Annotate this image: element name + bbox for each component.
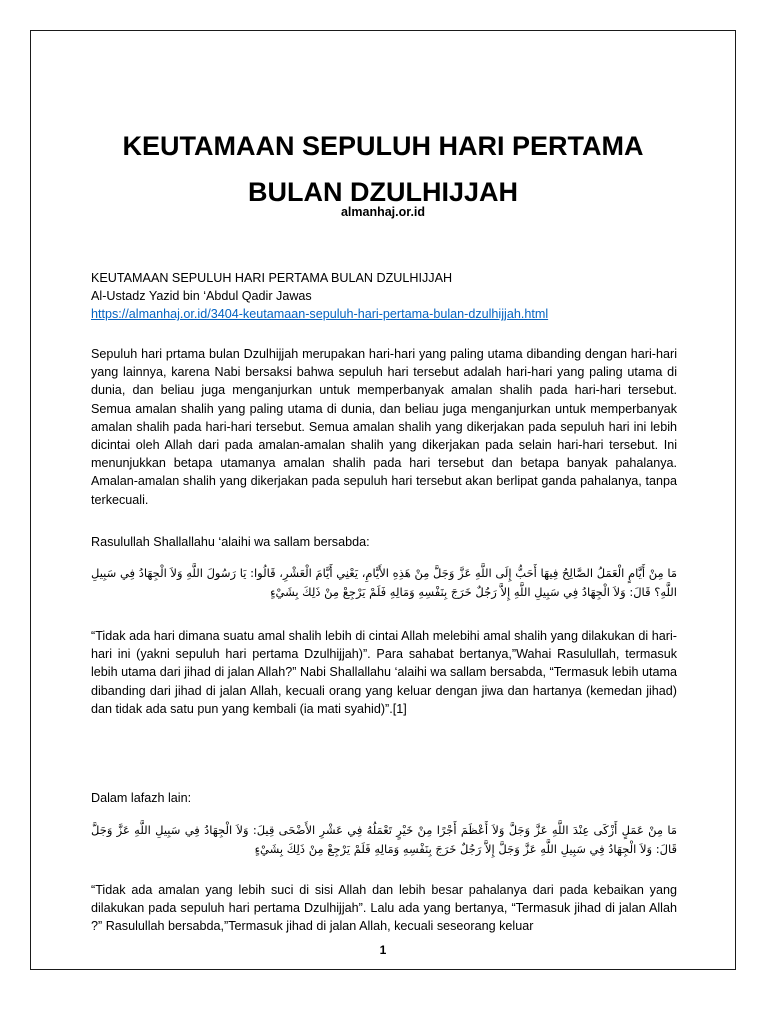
document-page [30,30,736,970]
title-line-1: KEUTAMAAN SEPULUH HARI PERTAMA [122,131,644,161]
hadith-2-arabic: مَا مِنْ عَمَلٍ أَزْكَى عِنْدَ اللَّهِ عَزَّ وَجَلَّ وَلاَ أَعْظَمَ أَجْرًا مِنْ خَيْرٍ تَعْمَلُهُ فِي عَشْرِ الأَضْحَى قِيلَ: وَلاَ الْجِهَادُ فِي سَبِيلِ اللَّهِ عَزَّ وَجَلَّ قَالَ: وَلاَ الْجِهَادُ فِي سَبِيلِ اللَّهِ عَزَّ وَجَلَّ إِلاَّ رَجُلٌ خَرَجَ بِنَفْسِهِ وَمَالِهِ فَلَمْ يَرْجِعْ مِنْ ذَلِكَ بِشَيْءٍ [91,823,677,856]
hadith-1-translation: “Tidak ada hari dimana suatu amal shalih lebih di cintai Allah melebihi amal shalih yang dilakukan di hari-hari ini (yakni sepuluh hari pertama Dzulhijjah)”. Para sahabat bertanya,”Wahai Rasulullah, termasuk lebih utama dari jihad di jalan Allah?” Nabi Shallallahu ‘alaihi wa sallam bersabda, “Termasuk lebih utama dibanding dari jihad di jalan Allah, kecuali orang yang keluar dengan jiwa dan hartanya (kemedan jihad) dan tidak ada satu pun yang kembali (ia mati syahid)”.[1] [91,629,677,716]
hadith-2-intro: Dalam lafazh lain: [91,791,192,805]
page-number: 1 [379,943,387,957]
article-meta [91,269,677,324]
hadith-1-intro: Rasulullah Shallallahu ‘alaihi wa sallam bersabda: [91,535,370,549]
document-title [31,123,735,215]
paragraph-intro: Sepuluh hari prtama bulan Dzulhijjah merupakan hari-hari yang paling utama dibanding dengan hari-hari yang lainnya, karena Nabi bersaksi bahwa sepuluh hari tersebut adalah hari-hari yang paling utama di dunia, dan beliau juga menganjurkan untuk memperbanyak amalan shalih pada hari-hari tersebut. Semua amalan shalih yang paling utama di dunia, dan beliau juga menganjurkan untuk memperbanyak amalan shalih pada hari-hari tersebut. Semua amalan shalih yang dikerjakan pada sepuluh hari ini lebih dicintai oleh Allah dari pada amalan-amalan shalih yang dikerjakan pada selain hari-hari tersebut. Ini menunjukkan betapa utamanya amalan shalih pada hari tersebut dan betapa banyak pahalanya. Amalan-amalan shalih yang dikerjakan pada sepuluh hari tersebut akan berlipat ganda pahalanya, tanpa terkecuali. [91,347,677,507]
title-line-2: BULAN DZULHIJJAH [248,177,518,207]
article-heading: KEUTAMAAN SEPULUH HARI PERTAMA BULAN DZULHIJJAH [91,271,453,285]
article-link[interactable]: https://almanhaj.or.id/3404-keutamaan-sepuluh-hari-pertama-bulan-dzulhijjah.html [91,307,549,322]
hadith-2-translation: “Tidak ada amalan yang lebih suci di sisi Allah dan lebih besar pahalanya dari pada kebaikan yang dilakukan pada sepuluh hari pertama Dzulhijjah”. Lalu ada yang bertanya, “Termasuk jihad di jalan Allah ?” Rasulullah bersabda,”Termasuk jihad di jalan Allah, kecuali seseorang keluar [91,883,677,934]
hadith-1-arabic: مَا مِنْ أَيَّامٍ الْعَمَلُ الصَّالِحُ فِيهَا أَحَبُّ إِلَى اللَّهِ عَزَّ وَجَلَّ مِنْ هَذِهِ الأَيَّامِ، يَعْنِي أَيَّامَ الْعَشْرِ، قَالُوا: يَا رَسُولَ اللَّهِ وَلاَ الْجِهَادُ فِي سَبِيلِ اللَّهِ؟ قَالَ: وَلاَ الْجِهَادُ فِي سَبِيلِ اللَّهِ إِلاَّ رَجُلٌ خَرَجَ بِنَفْسِهِ وَمَالِهِ فَلَمْ يَرْجِعْ مِنْ ذَلِكَ بِشَيْءٍ [91,566,677,599]
site-name: almanhaj.or.id [340,205,426,219]
article-author: Al-Ustadz Yazid bin ‘Abdul Qadir Jawas [91,289,312,304]
